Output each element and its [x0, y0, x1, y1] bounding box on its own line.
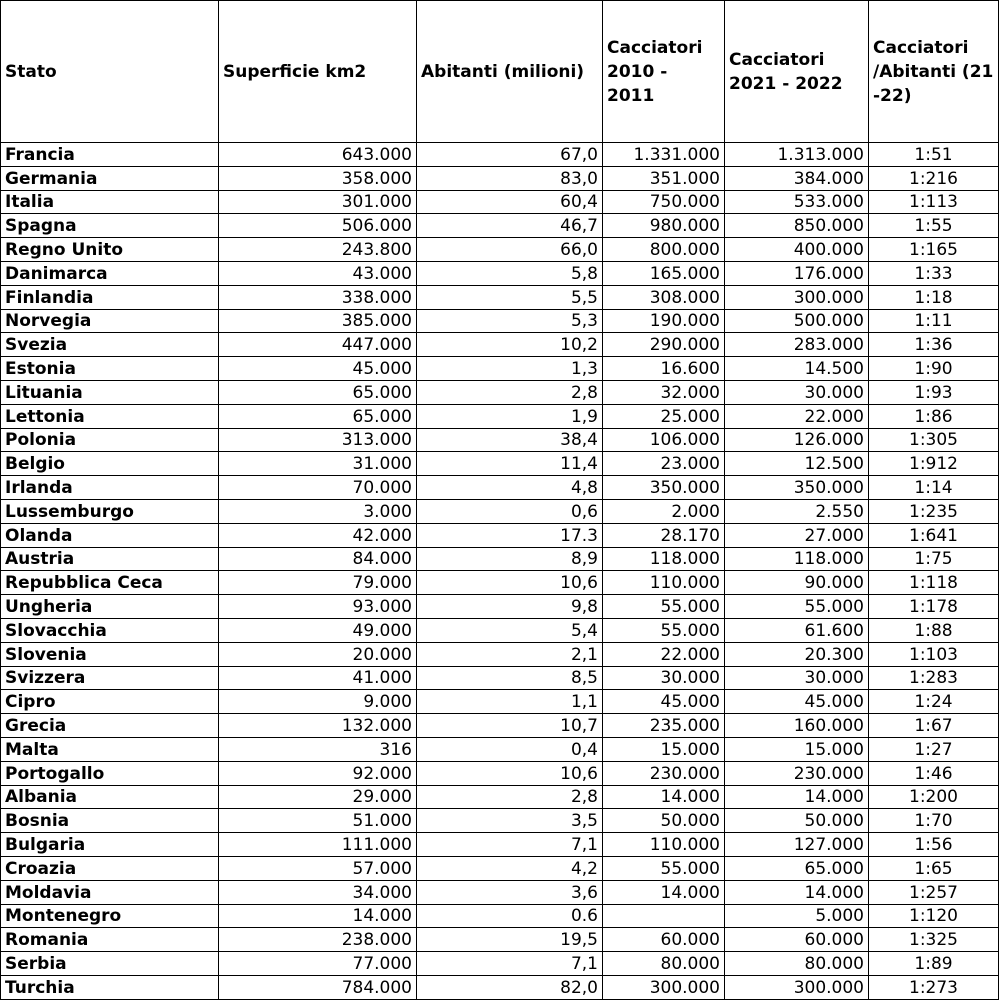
- cell-cacciatori-2021-2022: 15.000: [725, 737, 869, 761]
- cell-cacciatori-2010-2011: 60.000: [603, 928, 725, 952]
- cell-superficie: 338.000: [219, 285, 417, 309]
- table-row: [1, 714, 999, 738]
- cell-superficie: 45.000: [219, 357, 417, 381]
- table-row: [1, 904, 999, 928]
- cell-cacciatori-2010-2011: 230.000: [603, 761, 725, 785]
- cell-superficie: 77.000: [219, 952, 417, 976]
- cell-abitanti: 3,5: [417, 809, 603, 833]
- cell-cacciatori-2021-2022: 27.000: [725, 523, 869, 547]
- header-cacciatori-2021-2022: Cacciatori 2021 - 2022: [725, 1, 869, 143]
- cell-cacciatori-2021-2022: 176.000: [725, 261, 869, 285]
- cell-abitanti: 5,4: [417, 618, 603, 642]
- cell-ratio: 1:75: [869, 547, 999, 571]
- cell-abitanti: 0,6: [417, 499, 603, 523]
- cell-cacciatori-2010-2011: 14.000: [603, 880, 725, 904]
- cell-superficie: 42.000: [219, 523, 417, 547]
- cell-cacciatori-2021-2022: 12.500: [725, 452, 869, 476]
- cell-abitanti: 3,6: [417, 880, 603, 904]
- cell-superficie: 358.000: [219, 166, 417, 190]
- cell-superficie: 784.000: [219, 975, 417, 999]
- cell-stato: Italia: [1, 190, 219, 214]
- cell-abitanti: 38,4: [417, 428, 603, 452]
- cell-abitanti: 66,0: [417, 238, 603, 262]
- cell-cacciatori-2021-2022: 14.000: [725, 785, 869, 809]
- cell-ratio: 1:88: [869, 618, 999, 642]
- cell-ratio: 1:283: [869, 666, 999, 690]
- cell-cacciatori-2010-2011: 190.000: [603, 309, 725, 333]
- cell-superficie: 92.000: [219, 761, 417, 785]
- cell-stato: Romania: [1, 928, 219, 952]
- table-row: [1, 642, 999, 666]
- cell-ratio: 1:46: [869, 761, 999, 785]
- cell-superficie: 643.000: [219, 143, 417, 167]
- cell-stato: Montenegro: [1, 904, 219, 928]
- cell-cacciatori-2021-2022: 300.000: [725, 975, 869, 999]
- cell-ratio: 1:235: [869, 499, 999, 523]
- cell-cacciatori-2021-2022: 55.000: [725, 595, 869, 619]
- table-row: [1, 761, 999, 785]
- table-body: [1, 143, 999, 1000]
- cell-cacciatori-2021-2022: 400.000: [725, 238, 869, 262]
- cell-ratio: 1:70: [869, 809, 999, 833]
- cell-ratio: 1:11: [869, 309, 999, 333]
- cell-abitanti: 60,4: [417, 190, 603, 214]
- table-row: [1, 380, 999, 404]
- cell-cacciatori-2010-2011: 14.000: [603, 785, 725, 809]
- cell-abitanti: 7,1: [417, 952, 603, 976]
- cell-ratio: 1:24: [869, 690, 999, 714]
- header-cacciatori-2010-2011: Cacciatori 2010 - 2011: [603, 1, 725, 143]
- table-row: [1, 333, 999, 357]
- cell-abitanti: 1,1: [417, 690, 603, 714]
- cell-ratio: 1:118: [869, 571, 999, 595]
- cell-ratio: 1:14: [869, 476, 999, 500]
- cell-cacciatori-2021-2022: 60.000: [725, 928, 869, 952]
- cell-ratio: 1:33: [869, 261, 999, 285]
- cell-stato: Spagna: [1, 214, 219, 238]
- cell-superficie: 385.000: [219, 309, 417, 333]
- cell-stato: Bosnia: [1, 809, 219, 833]
- cell-ratio: 1:120: [869, 904, 999, 928]
- cell-cacciatori-2010-2011: 980.000: [603, 214, 725, 238]
- cell-cacciatori-2021-2022: 533.000: [725, 190, 869, 214]
- cell-cacciatori-2010-2011: 25.000: [603, 404, 725, 428]
- cell-stato: Turchia: [1, 975, 219, 999]
- cell-cacciatori-2010-2011: 165.000: [603, 261, 725, 285]
- cell-cacciatori-2010-2011: 235.000: [603, 714, 725, 738]
- table-row: [1, 809, 999, 833]
- cell-ratio: 1:178: [869, 595, 999, 619]
- header-row: [1, 1, 999, 143]
- cell-abitanti: 5,3: [417, 309, 603, 333]
- cell-cacciatori-2021-2022: 20.300: [725, 642, 869, 666]
- cell-cacciatori-2021-2022: 350.000: [725, 476, 869, 500]
- cell-cacciatori-2010-2011: 300.000: [603, 975, 725, 999]
- cell-superficie: 9.000: [219, 690, 417, 714]
- cell-abitanti: 1,3: [417, 357, 603, 381]
- cell-cacciatori-2021-2022: 5.000: [725, 904, 869, 928]
- cell-stato: Repubblica Ceca: [1, 571, 219, 595]
- cell-cacciatori-2010-2011: 55.000: [603, 856, 725, 880]
- cell-ratio: 1:89: [869, 952, 999, 976]
- cell-abitanti: 4,8: [417, 476, 603, 500]
- cell-cacciatori-2010-2011: 45.000: [603, 690, 725, 714]
- cell-ratio: 1:86: [869, 404, 999, 428]
- table-row: [1, 785, 999, 809]
- table-row: [1, 404, 999, 428]
- cell-stato: Croazia: [1, 856, 219, 880]
- cell-stato: Bulgaria: [1, 833, 219, 857]
- cell-stato: Portogallo: [1, 761, 219, 785]
- cell-cacciatori-2010-2011: 350.000: [603, 476, 725, 500]
- cell-superficie: 132.000: [219, 714, 417, 738]
- cell-abitanti: 0,4: [417, 737, 603, 761]
- cell-ratio: 1:93: [869, 380, 999, 404]
- cell-cacciatori-2021-2022: 22.000: [725, 404, 869, 428]
- cell-stato: Polonia: [1, 428, 219, 452]
- cell-abitanti: 10,6: [417, 761, 603, 785]
- cell-superficie: 41.000: [219, 666, 417, 690]
- cell-cacciatori-2010-2011: 23.000: [603, 452, 725, 476]
- cell-abitanti: 0.6: [417, 904, 603, 928]
- cell-ratio: 1:641: [869, 523, 999, 547]
- cell-cacciatori-2021-2022: 1.313.000: [725, 143, 869, 167]
- cell-abitanti: 11,4: [417, 452, 603, 476]
- cell-superficie: 20.000: [219, 642, 417, 666]
- cell-superficie: 43.000: [219, 261, 417, 285]
- cell-ratio: 1:27: [869, 737, 999, 761]
- table-row: [1, 166, 999, 190]
- cell-superficie: 79.000: [219, 571, 417, 595]
- cell-cacciatori-2021-2022: 850.000: [725, 214, 869, 238]
- cell-ratio: 1:113: [869, 190, 999, 214]
- cell-ratio: 1:912: [869, 452, 999, 476]
- table-row: [1, 595, 999, 619]
- cell-stato: Lussemburgo: [1, 499, 219, 523]
- table-row: [1, 499, 999, 523]
- cell-abitanti: 10,7: [417, 714, 603, 738]
- cell-stato: Francia: [1, 143, 219, 167]
- table-row: [1, 285, 999, 309]
- cell-ratio: 1:56: [869, 833, 999, 857]
- table-row: [1, 833, 999, 857]
- cell-cacciatori-2021-2022: 80.000: [725, 952, 869, 976]
- table-row: [1, 190, 999, 214]
- table-row: [1, 261, 999, 285]
- cell-superficie: 3.000: [219, 499, 417, 523]
- cell-stato: Svezia: [1, 333, 219, 357]
- cell-superficie: 316: [219, 737, 417, 761]
- cell-cacciatori-2010-2011: 290.000: [603, 333, 725, 357]
- cell-abitanti: 67,0: [417, 143, 603, 167]
- cell-superficie: 65.000: [219, 380, 417, 404]
- cell-cacciatori-2010-2011: 30.000: [603, 666, 725, 690]
- cell-cacciatori-2021-2022: 50.000: [725, 809, 869, 833]
- cell-superficie: 506.000: [219, 214, 417, 238]
- cell-ratio: 1:65: [869, 856, 999, 880]
- cell-superficie: 14.000: [219, 904, 417, 928]
- cell-abitanti: 46,7: [417, 214, 603, 238]
- cell-stato: Lettonia: [1, 404, 219, 428]
- cell-ratio: 1:257: [869, 880, 999, 904]
- cell-abitanti: 4,2: [417, 856, 603, 880]
- cell-ratio: 1:325: [869, 928, 999, 952]
- table-row: [1, 880, 999, 904]
- cell-cacciatori-2021-2022: 61.600: [725, 618, 869, 642]
- cell-cacciatori-2021-2022: 14.000: [725, 880, 869, 904]
- cell-abitanti: 10,2: [417, 333, 603, 357]
- cell-ratio: 1:55: [869, 214, 999, 238]
- cell-abitanti: 9,8: [417, 595, 603, 619]
- cell-superficie: 34.000: [219, 880, 417, 904]
- cell-cacciatori-2021-2022: 65.000: [725, 856, 869, 880]
- cell-ratio: 1:51: [869, 143, 999, 167]
- cell-superficie: 57.000: [219, 856, 417, 880]
- cell-stato: Moldavia: [1, 880, 219, 904]
- cell-cacciatori-2010-2011: 110.000: [603, 833, 725, 857]
- cell-abitanti: 1,9: [417, 404, 603, 428]
- cell-superficie: 51.000: [219, 809, 417, 833]
- cell-stato: Austria: [1, 547, 219, 571]
- table-row: [1, 571, 999, 595]
- cell-superficie: 29.000: [219, 785, 417, 809]
- cell-abitanti: 83,0: [417, 166, 603, 190]
- cell-superficie: 111.000: [219, 833, 417, 857]
- table-row: [1, 523, 999, 547]
- cell-cacciatori-2010-2011: 22.000: [603, 642, 725, 666]
- header-superficie: Superficie km2: [219, 1, 417, 143]
- cell-abitanti: 10,6: [417, 571, 603, 595]
- cell-ratio: 1:36: [869, 333, 999, 357]
- table-row: [1, 357, 999, 381]
- cell-cacciatori-2010-2011: [603, 904, 725, 928]
- cell-abitanti: 5,5: [417, 285, 603, 309]
- cell-cacciatori-2021-2022: 384.000: [725, 166, 869, 190]
- cell-cacciatori-2021-2022: 126.000: [725, 428, 869, 452]
- cell-stato: Serbia: [1, 952, 219, 976]
- cell-cacciatori-2010-2011: 2.000: [603, 499, 725, 523]
- table-row: [1, 618, 999, 642]
- cell-cacciatori-2010-2011: 750.000: [603, 190, 725, 214]
- cell-stato: Germania: [1, 166, 219, 190]
- cell-ratio: 1:67: [869, 714, 999, 738]
- cell-cacciatori-2010-2011: 106.000: [603, 428, 725, 452]
- table-row: [1, 452, 999, 476]
- cell-cacciatori-2010-2011: 80.000: [603, 952, 725, 976]
- cell-ratio: 1:103: [869, 642, 999, 666]
- cell-stato: Slovacchia: [1, 618, 219, 642]
- cell-ratio: 1:90: [869, 357, 999, 381]
- cell-ratio: 1:305: [869, 428, 999, 452]
- cell-abitanti: 19,5: [417, 928, 603, 952]
- cell-abitanti: 7,1: [417, 833, 603, 857]
- cell-abitanti: 8,9: [417, 547, 603, 571]
- cell-superficie: 447.000: [219, 333, 417, 357]
- cell-cacciatori-2010-2011: 800.000: [603, 238, 725, 262]
- cell-cacciatori-2021-2022: 230.000: [725, 761, 869, 785]
- cell-abitanti: 17.3: [417, 523, 603, 547]
- table-row: [1, 975, 999, 999]
- cell-cacciatori-2010-2011: 118.000: [603, 547, 725, 571]
- header-cacciatori-abitanti-ratio: Cacciatori /Abitanti (21 -22): [869, 1, 999, 143]
- cell-stato: Svizzera: [1, 666, 219, 690]
- cell-stato: Estonia: [1, 357, 219, 381]
- cell-stato: Slovenia: [1, 642, 219, 666]
- cell-stato: Cipro: [1, 690, 219, 714]
- table-row: [1, 690, 999, 714]
- cell-cacciatori-2021-2022: 160.000: [725, 714, 869, 738]
- cell-cacciatori-2010-2011: 1.331.000: [603, 143, 725, 167]
- cell-cacciatori-2021-2022: 2.550: [725, 499, 869, 523]
- cell-superficie: 243.800: [219, 238, 417, 262]
- cell-stato: Irlanda: [1, 476, 219, 500]
- cell-cacciatori-2010-2011: 32.000: [603, 380, 725, 404]
- cell-cacciatori-2021-2022: 500.000: [725, 309, 869, 333]
- table-row: [1, 428, 999, 452]
- table-header: [1, 1, 999, 143]
- cell-stato: Lituania: [1, 380, 219, 404]
- cell-stato: Regno Unito: [1, 238, 219, 262]
- cell-cacciatori-2010-2011: 55.000: [603, 618, 725, 642]
- table-row: [1, 214, 999, 238]
- cell-superficie: 65.000: [219, 404, 417, 428]
- cell-superficie: 238.000: [219, 928, 417, 952]
- cell-cacciatori-2021-2022: 30.000: [725, 380, 869, 404]
- table-row: [1, 143, 999, 167]
- table-row: [1, 928, 999, 952]
- cell-superficie: 93.000: [219, 595, 417, 619]
- header-stato: Stato: [1, 1, 219, 143]
- cell-stato: Norvegia: [1, 309, 219, 333]
- cell-stato: Grecia: [1, 714, 219, 738]
- cell-cacciatori-2021-2022: 30.000: [725, 666, 869, 690]
- cell-stato: Albania: [1, 785, 219, 809]
- cell-cacciatori-2021-2022: 14.500: [725, 357, 869, 381]
- cell-cacciatori-2010-2011: 50.000: [603, 809, 725, 833]
- cell-cacciatori-2010-2011: 351.000: [603, 166, 725, 190]
- cell-superficie: 31.000: [219, 452, 417, 476]
- cell-ratio: 1:216: [869, 166, 999, 190]
- cell-ratio: 1:273: [869, 975, 999, 999]
- cell-superficie: 70.000: [219, 476, 417, 500]
- cell-abitanti: 82,0: [417, 975, 603, 999]
- cell-cacciatori-2010-2011: 308.000: [603, 285, 725, 309]
- cell-cacciatori-2010-2011: 15.000: [603, 737, 725, 761]
- cell-superficie: 84.000: [219, 547, 417, 571]
- cell-cacciatori-2021-2022: 300.000: [725, 285, 869, 309]
- cell-cacciatori-2010-2011: 16.600: [603, 357, 725, 381]
- cell-superficie: 313.000: [219, 428, 417, 452]
- table-row: [1, 856, 999, 880]
- cell-cacciatori-2021-2022: 118.000: [725, 547, 869, 571]
- cell-cacciatori-2010-2011: 28.170: [603, 523, 725, 547]
- table-row: [1, 666, 999, 690]
- cell-abitanti: 2,1: [417, 642, 603, 666]
- cell-abitanti: 8,5: [417, 666, 603, 690]
- table-row: [1, 238, 999, 262]
- cell-cacciatori-2021-2022: 90.000: [725, 571, 869, 595]
- cell-superficie: 301.000: [219, 190, 417, 214]
- cell-stato: Ungheria: [1, 595, 219, 619]
- cell-ratio: 1:18: [869, 285, 999, 309]
- cell-cacciatori-2010-2011: 110.000: [603, 571, 725, 595]
- cell-stato: Finlandia: [1, 285, 219, 309]
- cell-cacciatori-2021-2022: 127.000: [725, 833, 869, 857]
- cell-abitanti: 5,8: [417, 261, 603, 285]
- cell-cacciatori-2021-2022: 45.000: [725, 690, 869, 714]
- table-row: [1, 309, 999, 333]
- cell-stato: Belgio: [1, 452, 219, 476]
- cell-abitanti: 2,8: [417, 785, 603, 809]
- table-row: [1, 476, 999, 500]
- table-row: [1, 547, 999, 571]
- cell-cacciatori-2010-2011: 55.000: [603, 595, 725, 619]
- cell-superficie: 49.000: [219, 618, 417, 642]
- cell-stato: Danimarca: [1, 261, 219, 285]
- table-row: [1, 952, 999, 976]
- header-abitanti: Abitanti (milioni): [417, 1, 603, 143]
- cell-stato: Olanda: [1, 523, 219, 547]
- cell-cacciatori-2021-2022: 283.000: [725, 333, 869, 357]
- cell-stato: Malta: [1, 737, 219, 761]
- cell-abitanti: 2,8: [417, 380, 603, 404]
- cell-ratio: 1:200: [869, 785, 999, 809]
- cell-ratio: 1:165: [869, 238, 999, 262]
- table-row: [1, 737, 999, 761]
